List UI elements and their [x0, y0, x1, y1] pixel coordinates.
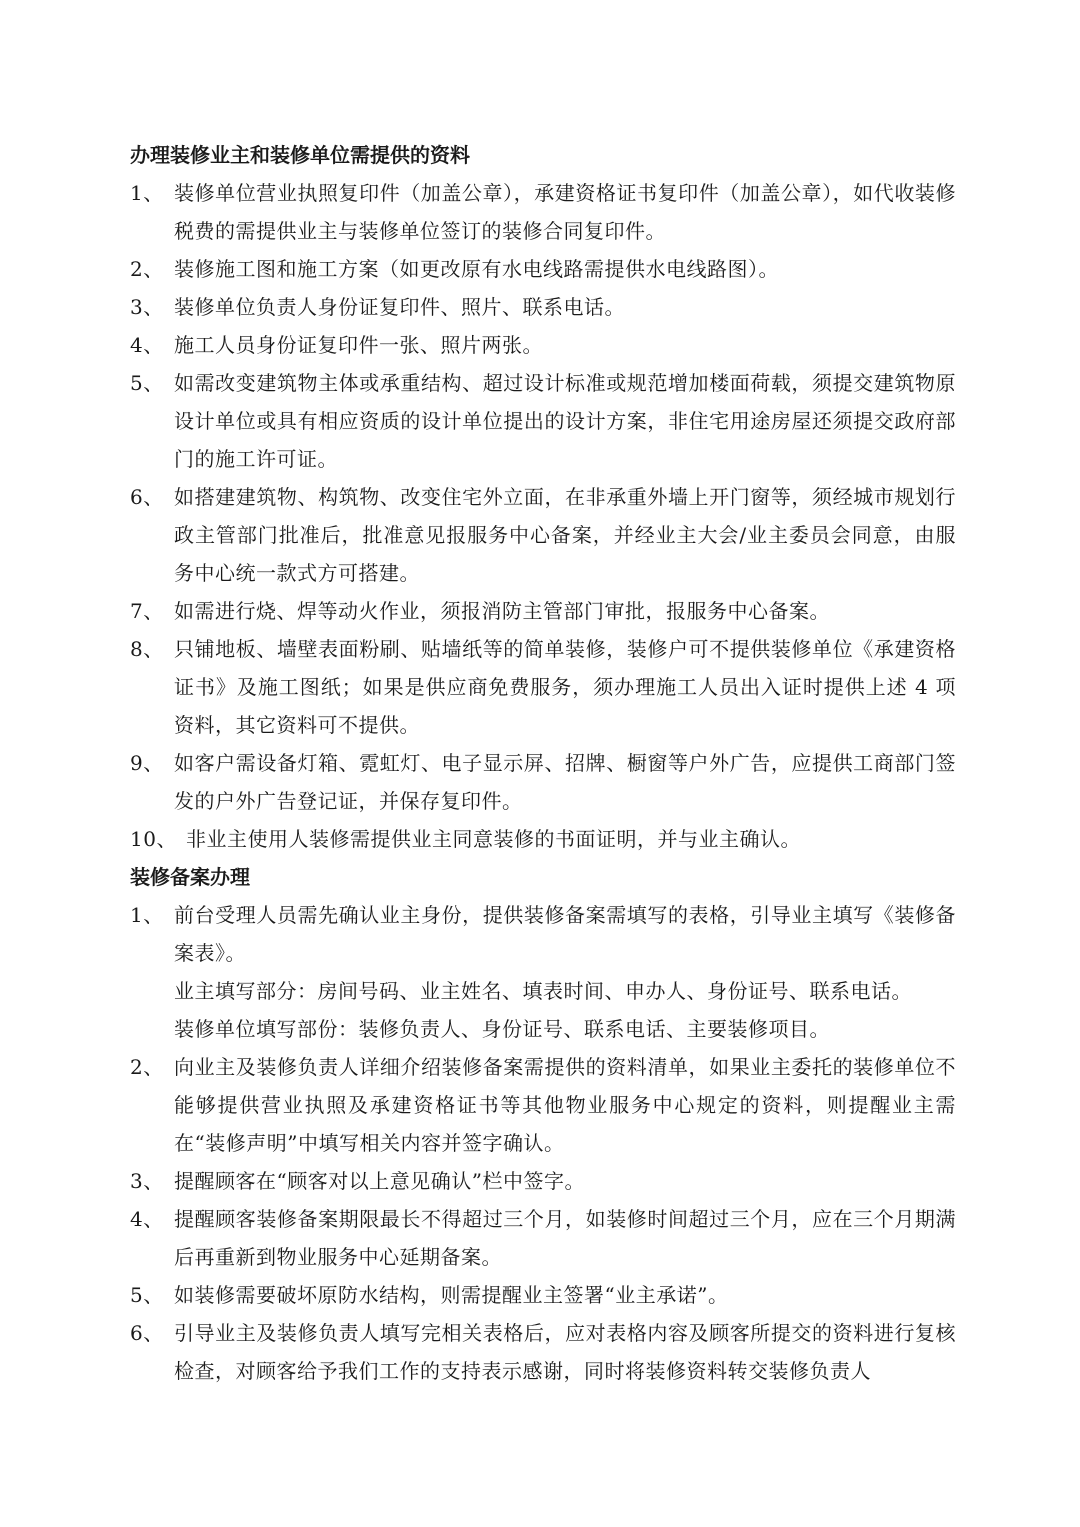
item-text: 装修施工图和施工方案（如更改原有水电线路需提供水电线路图）。 — [174, 257, 779, 281]
item-text: 如客户需设备灯箱、霓虹灯、电子显示屏、招牌、橱窗等户外广告，应提供工商部门签发的户外广告登记证，并保存复印件。 — [174, 751, 956, 813]
list-item — [130, 364, 956, 478]
item-text: 如搭建建筑物、构筑物、改变住宅外立面，在非承重外墙上开门窗等，须经城市规划行政主管部门批准后，批准意见报服务中心备案，并经业主大会/业主委员会同意，由服务中心统一款式方可搭建。 — [174, 485, 956, 585]
item-number: 1、 — [130, 903, 164, 927]
item-number: 5、 — [130, 1283, 164, 1307]
list-item — [130, 896, 956, 972]
item-text: 只铺地板、墙壁表面粉刷、贴墙纸等的简单装修，装修户可不提供装修单位《承建资格证书》及施工图纸；如果是供应商免费服务，须办理施工人员出入证时提供上述 4 项资料，其它资料可不提供。 — [174, 637, 956, 737]
list-item — [130, 1200, 956, 1276]
item-number: 7、 — [130, 599, 164, 623]
list-item — [130, 1314, 956, 1390]
item-number: 3、 — [130, 1169, 164, 1193]
item-text: 施工人员身份证复印件一张、照片两张。 — [174, 333, 543, 357]
list-item — [130, 1048, 956, 1162]
item-number: 2、 — [130, 257, 164, 281]
item-text: 向业主及装修负责人详细介绍装修备案需提供的资料清单，如果业主委托的装修单位不能够提供营业执照及承建资格证书等其他物业服务中心规定的资料，则提醒业主需在“装修声明”中填写相关内容并签字确认。 — [174, 1055, 956, 1155]
owner-fill-section: 业主填写部分：房间号码、业主姓名、填表时间、申办人、身份证号、联系电话。 — [174, 979, 912, 1003]
item-text: 非业主使用人装修需提供业主同意装修的书面证明，并与业主确认。 — [186, 827, 801, 851]
item-number: 3、 — [130, 295, 164, 319]
list-item — [130, 1162, 956, 1200]
list-item — [130, 174, 956, 250]
item-number: 2、 — [130, 1055, 164, 1079]
list-item — [130, 820, 956, 858]
item-number: 6、 — [130, 1321, 164, 1345]
item-text: 提醒顾客装修备案期限最长不得超过三个月，如装修时间超过三个月，应在三个月期满后再重新到物业服务中心延期备案。 — [174, 1207, 956, 1269]
item-number: 5、 — [130, 371, 164, 395]
list-item — [130, 630, 956, 744]
list-item — [130, 478, 956, 592]
item-number: 9、 — [130, 751, 164, 775]
item-text: 提醒顾客在“顾客对以上意见确认”栏中签字。 — [174, 1169, 585, 1193]
item-text: 如需进行烧、焊等动火作业，须报消防主管部门审批，报服务中心备案。 — [174, 599, 830, 623]
item-number: 6、 — [130, 485, 164, 509]
section-heading-renovation-filing: 装修备案办理 — [130, 865, 250, 889]
item-text: 前台受理人员需先确认业主身份，提供装修备案需填写的表格，引导业主填写《装修备案表》。 — [174, 903, 956, 965]
item-text: 如需改变建筑物主体或承重结构、超过设计标准或规范增加楼面荷载，须提交建筑物原设计单位或具有相应资质的设计单位提出的设计方案，非住宅用途房屋还须提交政府部门的施工许可证。 — [174, 371, 956, 471]
item-text: 引导业主及装修负责人填写完相关表格后，应对表格内容及顾客所提交的资料进行复核检查，对顾客给予我们工作的支持表示感谢，同时将装修资料转交装修负责人 — [174, 1321, 956, 1383]
item-number: 8、 — [130, 637, 164, 661]
item-text: 如装修需要破坏原防水结构，则需提醒业主签署“业主承诺”。 — [174, 1283, 729, 1307]
list-item — [130, 744, 956, 820]
list-item — [130, 1276, 956, 1314]
item-text: 装修单位营业执照复印件（加盖公章），承建资格证书复印件（加盖公章），如代收装修税费的需提供业主与装修单位签订的装修合同复印件。 — [174, 181, 956, 243]
item-text: 装修单位负责人身份证复印件、照片、联系电话。 — [174, 295, 625, 319]
section-heading-required-documents: 办理装修业主和装修单位需提供的资料 — [130, 143, 470, 167]
list-item — [130, 592, 956, 630]
list-item — [130, 288, 956, 326]
list-item — [130, 250, 956, 288]
item-number: 1、 — [130, 181, 164, 205]
item-number: 4、 — [130, 333, 164, 357]
document-page — [130, 136, 956, 1390]
list-item — [130, 326, 956, 364]
item-number: 4、 — [130, 1207, 164, 1231]
contractor-fill-section: 装修单位填写部份：装修负责人、身份证号、联系电话、主要装修项目。 — [174, 1017, 830, 1041]
item-number: 10、 — [130, 827, 177, 851]
